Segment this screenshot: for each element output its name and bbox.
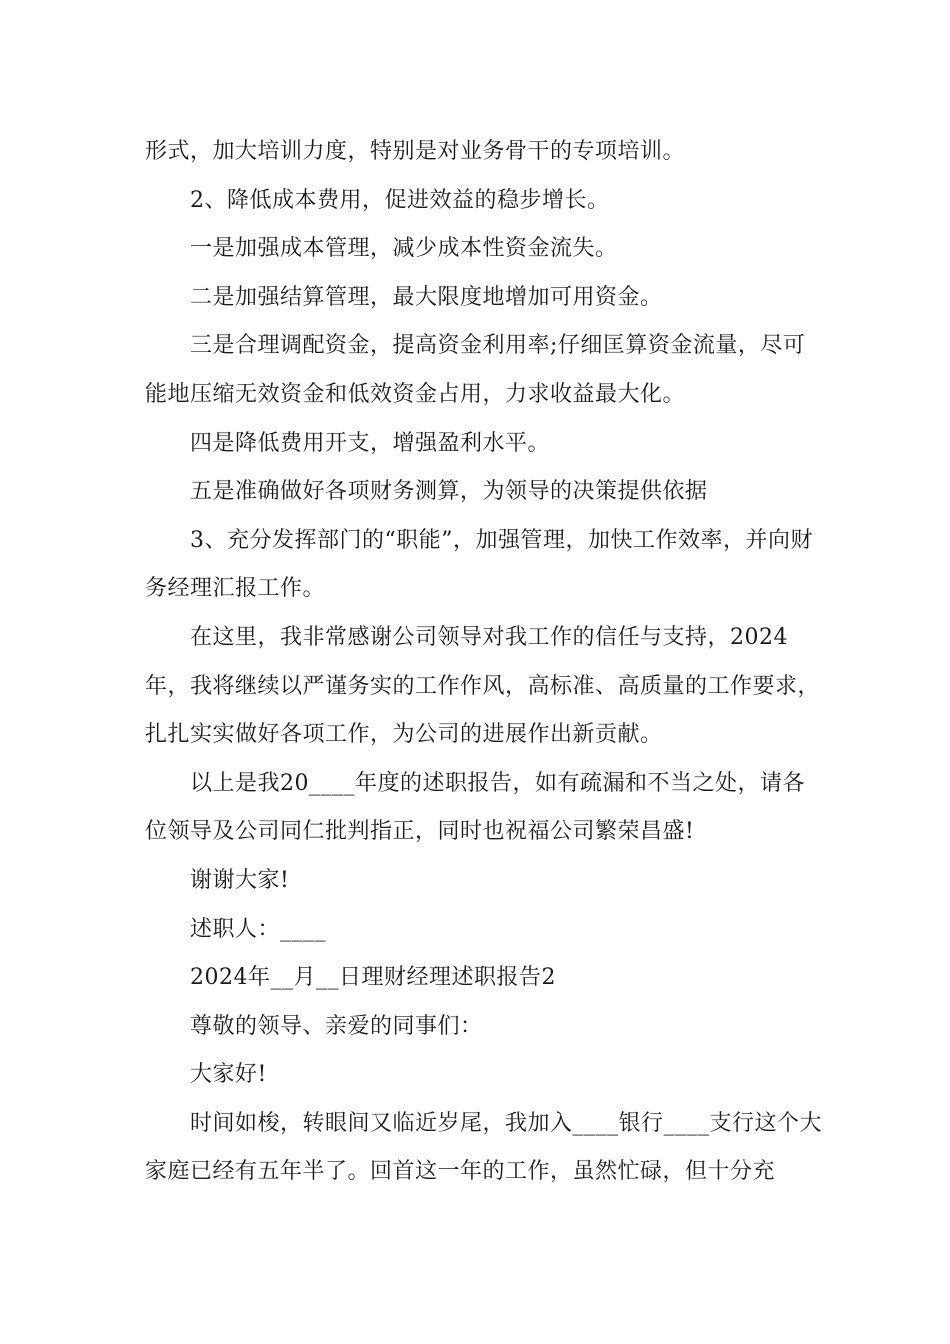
- paragraph-cost-management: 一是加强成本管理，减少成本性资金流失。: [190, 236, 618, 262]
- paragraph-report-title-2: 2024年__月__日理财经理述职报告2: [190, 965, 556, 991]
- document-body: [145, 128, 825, 1197]
- paragraph-cost-reduction-heading: 2、降低成本费用，促进效益的稳步增长。: [190, 187, 610, 213]
- paragraph-thanks-leadership: 在这里，我非常感谢公司领导对我工作的信任与支持，2024年，我将继续以严谨务实的工作作风，高标准、高质量的工作要求，扎扎实实做好各项工作，为公司的进展作出新贡献。: [145, 624, 821, 748]
- paragraph-opening: 时间如梭，转眼间又临近岁尾，我加入____银行____支行这个大家庭已经有五年半了。回首这一年的工作，虽然忙碌，但十分充: [145, 1110, 823, 1185]
- paragraph-reporter-signature: 述职人：____: [190, 916, 327, 942]
- paragraph-report-closing: 以上是我20____年度的述职报告，如有疏漏和不当之处，请各位领导及公司同仁批判指正，同时也祝福公司繁荣昌盛!: [145, 770, 805, 845]
- paragraph-financial-forecasting: 五是准确做好各项财务测算，为领导的决策提供依据: [190, 479, 708, 505]
- paragraph-department-function: 3、充分发挥部门的“职能”，加强管理，加快工作效率，并向财务经理汇报工作。: [145, 527, 813, 602]
- paragraph-thank-you: 谢谢大家!: [190, 867, 290, 893]
- paragraph-expense-reduction: 四是降低费用开支，增强盈利水平。: [190, 430, 551, 456]
- paragraph-training-continuation: 形式，加大培训力度，特别是对业务骨干的专项培训。: [145, 139, 686, 164]
- paragraph-greeting: 大家好!: [190, 1062, 267, 1088]
- paragraph-fund-allocation: 三是合理调配资金，提高资金利用率;仔细匡算资金流量，尽可能地压缩无效资金和低效资金占用，力求收益最大化。: [145, 333, 806, 407]
- paragraph-settlement-management: 二是加强结算管理，最大限度地增加可用资金。: [190, 284, 663, 310]
- paragraph-salutation: 尊敬的领导、亲爱的同事们：: [190, 1013, 483, 1039]
